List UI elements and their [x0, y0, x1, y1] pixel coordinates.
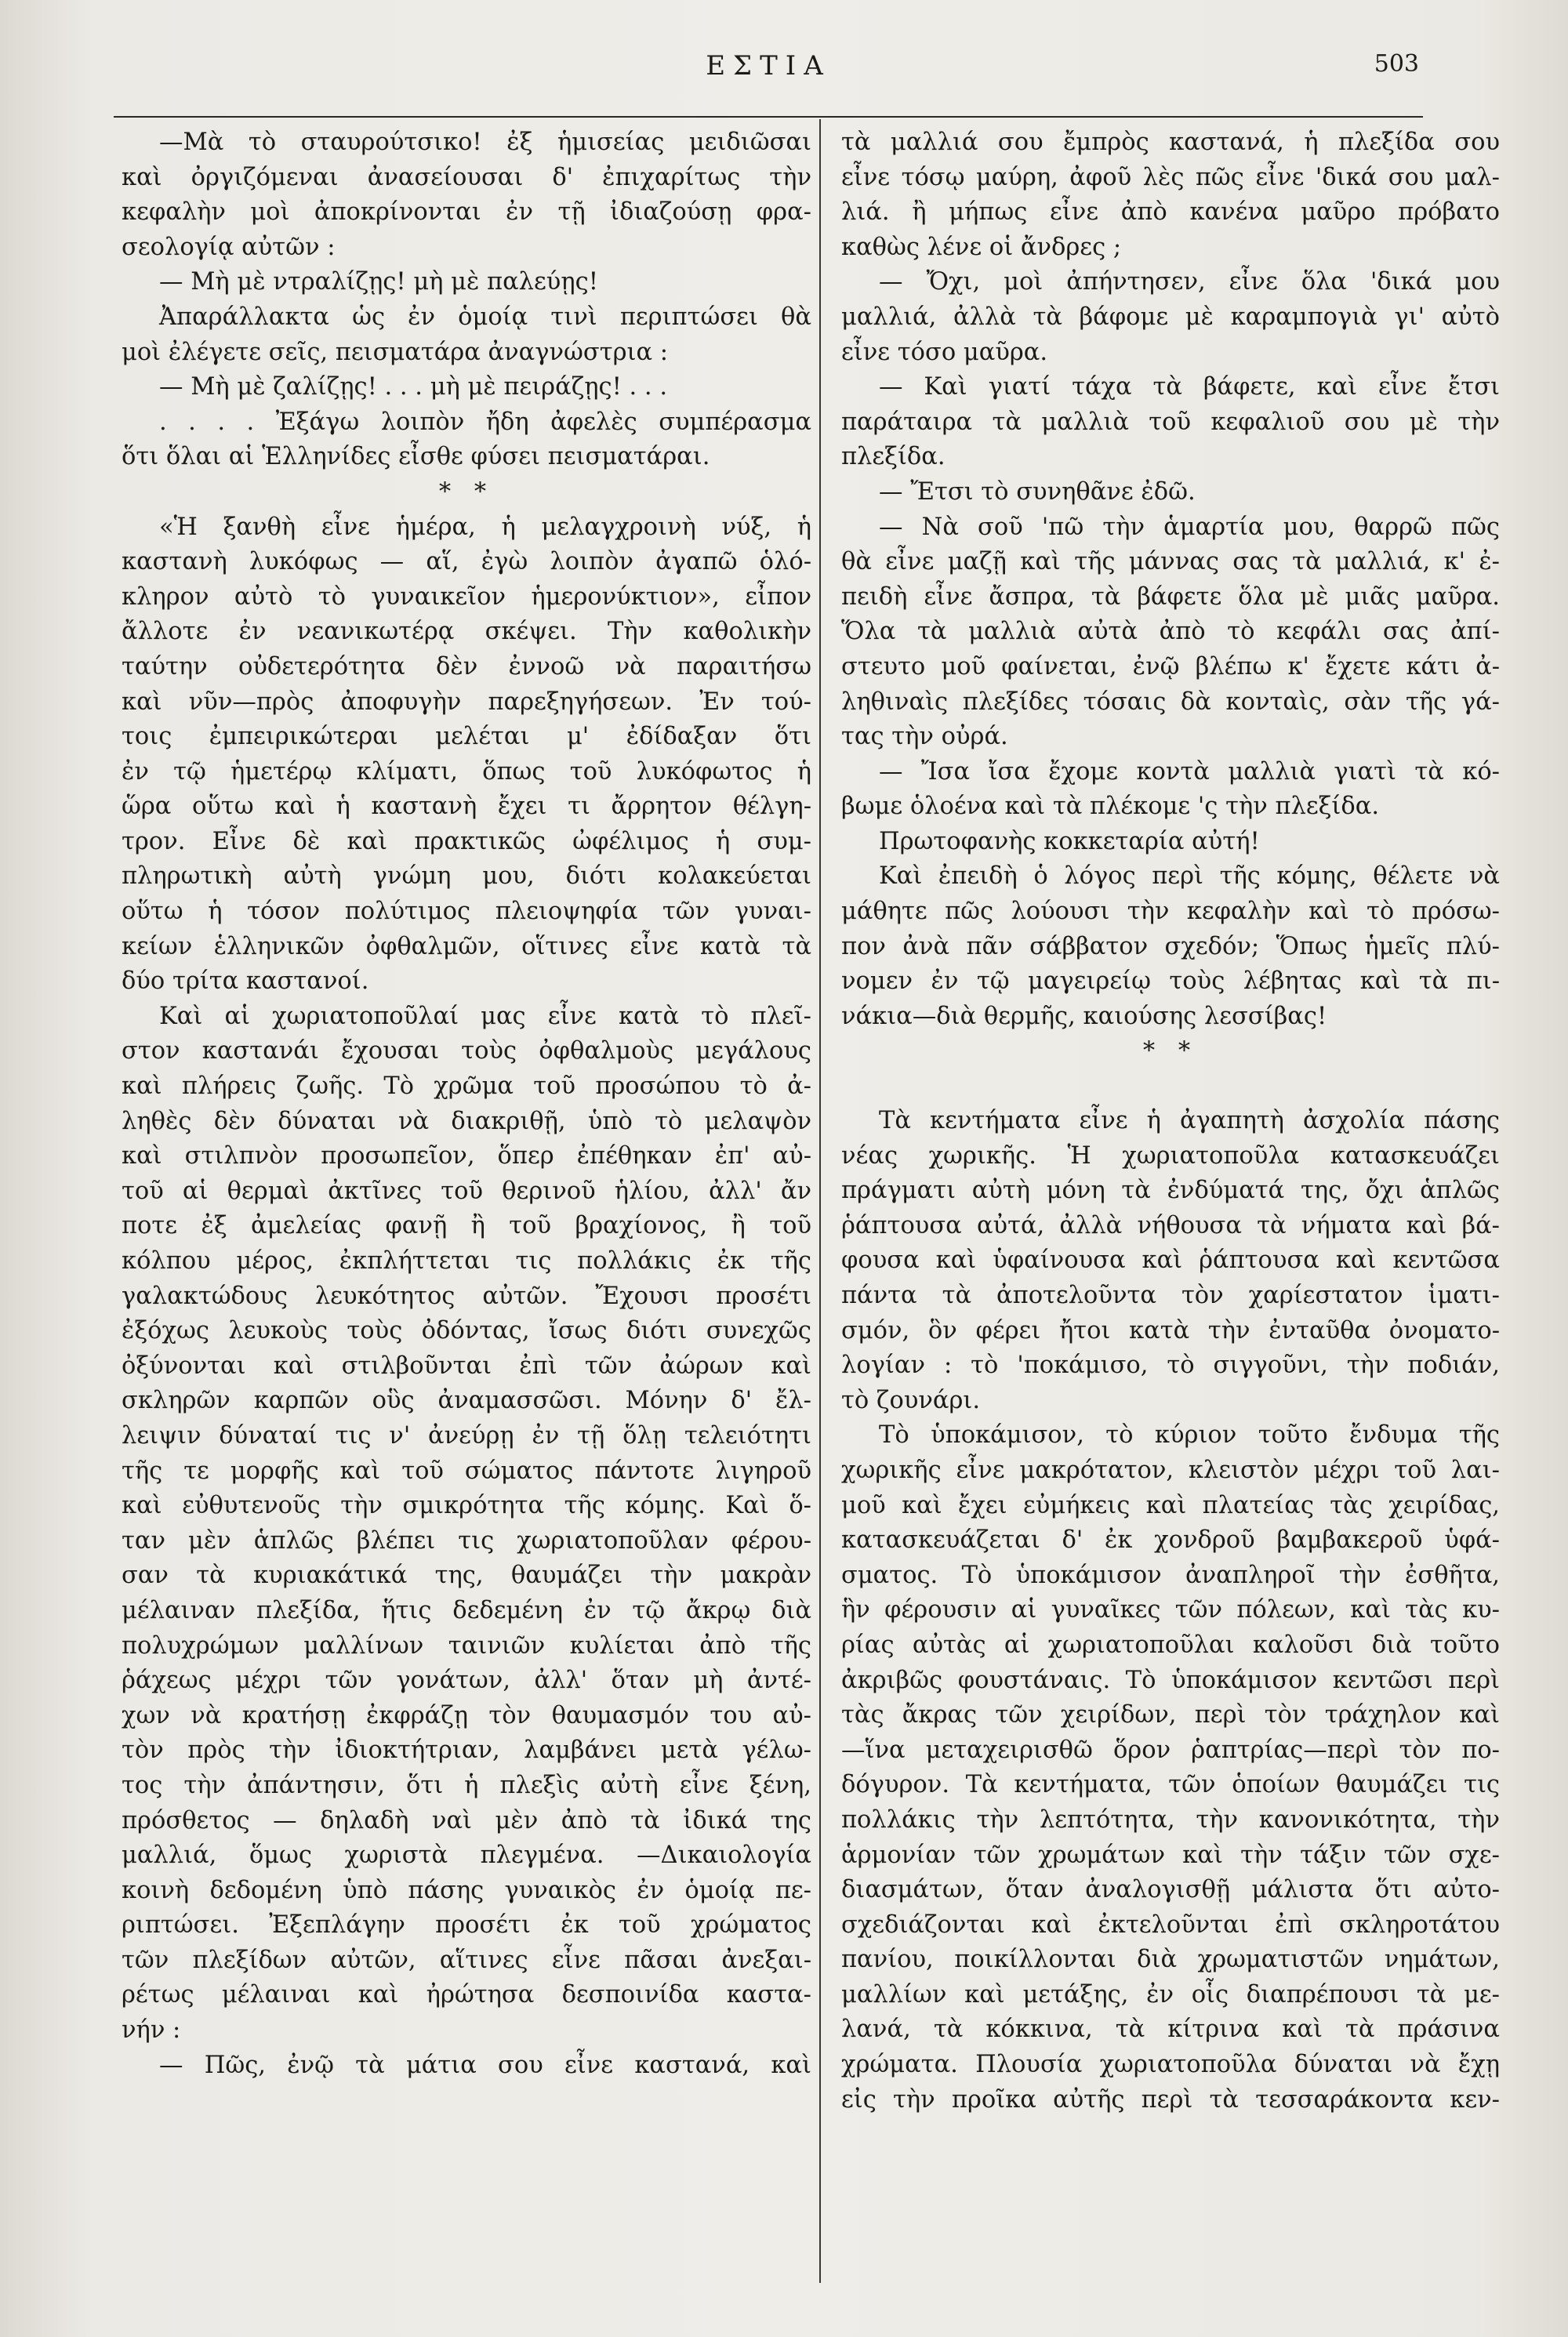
- text-line: ἁρμονίαν τῶν χρωμάτων καὶ τὴν τάξιν τῶν σχε-: [841, 1841, 1500, 1869]
- text-line: σεολογίᾳ αὐτῶν :: [122, 233, 336, 261]
- text-line: λειψιν δύναταί τις ν' ἀνεύρῃ ἐν τῇ ὅλῃ τελειότητι: [122, 1421, 811, 1450]
- text-line: πλεξίδα.: [841, 443, 946, 471]
- text-line: πολλάκις τὴν λεπτότητα, τὴν κανονικότητα, τὴν: [841, 1805, 1500, 1834]
- text-line: δόγυρον. Τὰ κεντήματα, τῶν ὁποίων θαυμάζει τις: [841, 1771, 1500, 1799]
- text-line: τὸ ζουνάρι.: [841, 1386, 981, 1414]
- column-divider: [819, 119, 821, 2283]
- text-line: καὶ πλήρεις ζωῆς. Τὸ χρῶμα τοῦ προσώπου τὸ ἀ-: [122, 1072, 811, 1101]
- text-line: τὸν πρὸς τὴν ἰδιοκτήτριαν, λαμβάνει μετὰ γέλω-: [122, 1736, 811, 1765]
- text-line: τρον. Εἶνε δὲ καὶ πρακτικῶς ὠφέλιμος ἡ συμ-: [122, 827, 811, 855]
- text-line: Ἀπαράλλακτα ὡς ἐν ὁμοίᾳ τινὶ περιπτώσει θὰ: [159, 303, 811, 331]
- text-line: ἐν τῷ ἡμετέρῳ κλίματι, ὅπως τοῦ λυκόφωτος ἡ: [122, 757, 811, 786]
- text-line: βωμε ὁλοένα καὶ τὰ πλέκομε 'ς τὴν πλεξίδα.: [841, 793, 1380, 821]
- text-line: τὰ μαλλιά σου ἔμπρὸς καστανά, ἡ πλεξίδα σου: [841, 129, 1500, 156]
- text-line: ἣν φέρουσιν αἱ γυναῖκες τῶν πόλεων, καὶ τὰς κυ-: [841, 1596, 1500, 1624]
- text-line: τος τὴν ἀπάντησιν, ὅτι ἡ πλεξὶς αὐτὴ εἶνε ξένη,: [122, 1771, 811, 1799]
- text-line: εἶνε τόσῳ μαύρη, ἀφοῦ λὲς πῶς εἶνε 'δικά σου μαλ-: [841, 163, 1500, 191]
- text-line: — Νὰ σοῦ 'πῶ τὴν ἁμαρτία μου, θαρρῶ πῶς: [879, 513, 1500, 541]
- text-line: τῶν πλεξίδων αὐτῶν, αἵτινες εἶνε πᾶσαι ἀνεξαι-: [122, 1946, 811, 1974]
- text-line: γαλακτώδους λευκότητος αὐτῶν. Ἔχουσι προσέτι: [122, 1282, 811, 1310]
- text-line: πανίου, ποικίλλονται διὰ χρωματιστῶν νημάτων,: [841, 1946, 1500, 1974]
- text-line: ποτε ἐξ ἀμελείας φανῇ ἢ τοῦ βραχίονος, ἢ τοῦ: [122, 1212, 811, 1240]
- text-line: μέλαιναν πλεξίδα, ἥτις δεδεμένη ἐν τῷ ἄκρῳ διὰ: [122, 1596, 811, 1624]
- text-line: καὶ νῦν—πρὸς ἀποφυγὴν παρεξηγήσεων. Ἐν τού-: [122, 688, 811, 716]
- text-line: — Ἴσα ἴσα ἔχομε κοντὰ μαλλιὰ γιατὶ τὰ κό-: [879, 757, 1500, 786]
- text-line: διασμάτων, ὅταν ἀναλογισθῇ μάλιστα ὅτι αὐτο-: [841, 1876, 1500, 1904]
- text-line: ρέτως μέλαιναι καὶ ἠρώτησα δεσποινίδα καστα-: [122, 1981, 811, 2009]
- text-line: καθὼς λένε οἱ ἄνδρες ;: [841, 233, 1122, 261]
- text-line: θὰ εἶνε μαζῇ καὶ τῆς μάννας σας τὰ μαλλιά, κ' ἐ-: [841, 548, 1500, 576]
- text-line: μαλλίων καὶ μετάξης, ἐν οἷς διαπρέπουσι τὰ με-: [841, 1980, 1500, 2009]
- text-line: τὰς ἄκρας τῶν χειρίδων, περὶ τὸν τράχηλον καὶ: [841, 1701, 1500, 1729]
- journal-title: ΕΣΤΙΑ: [706, 50, 831, 82]
- page-header: [118, 45, 1419, 89]
- page-number: 503: [1374, 50, 1419, 78]
- text-line: τῆς τε μορφῆς καὶ τοῦ σώματος πάντοτε λιγηροῦ: [122, 1457, 811, 1485]
- text-line: πληρωτικὴ αὐτὴ γνώμη μου, διότι κολακεύεται: [122, 862, 811, 891]
- text-line: χων νὰ κρατήσῃ ἐκφράζῃ τὸν θαυμασμόν του αὐ-: [122, 1701, 811, 1729]
- left-column: [122, 125, 811, 2083]
- text-line: Πρωτοφανὴς κοκκεταρία αὐτή!: [879, 827, 1260, 855]
- right-column: [841, 125, 1500, 2117]
- text-line: . . . . Ἐξάγω λοιπὸν ἤδη ἀφελὲς συμπέρασμα: [159, 408, 811, 436]
- text-line: πάντα τὰ ἀποτελοῦντα τὸν χαρίεστατον ἱματι-: [841, 1282, 1500, 1309]
- text-line: σχεδιάζονται καὶ ἐκτελοῦνται ἐπὶ σκληροτάτου: [841, 1911, 1500, 1939]
- text-line: πολυχρώμων μαλλίνων ταινιῶν κυλίεται ἀπὸ τῆς: [122, 1631, 811, 1660]
- text-line: κατασκευάζεται δ' ἐκ χονδροῦ βαμβακεροῦ ὑφά-: [841, 1526, 1500, 1555]
- text-line: Καὶ αἱ χωριατοποῦλαί μας εἶνε κατὰ τὸ πλεῖ-: [159, 1002, 811, 1030]
- text-line: ληθὲς δὲν δύναται νὰ διακριθῇ, ὑπὸ τὸ μελαψὸν: [122, 1107, 811, 1135]
- text-line: νάκια—διὰ θερμῆς, καιούσης λεσσίβας!: [841, 1002, 1327, 1030]
- text-line: σμόν, ὃν φέρει ἤτοι κατὰ τὴν ἐνταῦθα ὀνοματο-: [841, 1316, 1500, 1345]
- text-line: ριπτώσει. Ἐξεπλάγην προσέτι ἐκ τοῦ χρώματος: [122, 1911, 811, 1940]
- text-line: ὥρα οὕτω καὶ ἡ καστανὴ ἔχει τι ἄρρητον θέλγη-: [122, 793, 811, 821]
- text-line: σαν τὰ κυριακάτικά της, θαυμάζει τὴν μακρὰν: [122, 1562, 811, 1590]
- text-line: πον ἀνὰ πᾶν σάββατον σχεδόν; Ὅπως ἡμεῖς πλύ-: [841, 932, 1500, 960]
- text-line: ταν μὲν ἁπλῶς βλέπει τις χωριατοποῦλαν φέρου-: [122, 1526, 811, 1555]
- text-line: οὕτω ἡ τόσον πολύτιμος πλειοψηφία τῶν γυναι-: [122, 898, 811, 926]
- text-line: Τὸ ὑποκάμισον, τὸ κύριον τοῦτο ἔνδυμα τῆς: [879, 1421, 1500, 1450]
- header-rule: [114, 116, 1423, 118]
- text-line: χωρικῆς εἶνε μακρότατον, κλειστὸν μέχρι τοῦ λαι-: [841, 1456, 1500, 1484]
- text-line: μοῦ καὶ ἔχει εὐμήκεις καὶ πλατείας τὰς χειρίδας,: [841, 1491, 1500, 1519]
- text-line: καὶ στιλπνὸν προσωπεῖον, ὅπερ ἐπέθηκαν ἐπ' αὐ-: [122, 1142, 811, 1170]
- text-line: τοις ἐμπειρικώτεραι μελέται μ' ἐδίδαξαν ὅτι: [122, 723, 811, 751]
- text-line: μοὶ ἐλέγετε σεῖς, πεισματάρα ἀναγνώστρια :: [122, 338, 669, 366]
- text-line: μαλλιά, ὅμως χωριστὰ πλεγμένα. —Δικαιολογία: [122, 1842, 811, 1870]
- text-line: λογίαν : τὸ 'ποκάμισο, τὸ σιγγοῦνι, τὴν ποδιάν,: [841, 1352, 1500, 1380]
- text-line: λιά. ἢ μήπως εἶνε ἀπὸ κανένα μαῦρο πρόβατο: [841, 198, 1500, 227]
- column-gap: [841, 1069, 1500, 1104]
- text-line: — Πῶς, ἐνῷ τὰ μάτια σου εἶνε καστανά, καὶ: [159, 2051, 811, 2079]
- text-line: «Ἡ ξανθὴ εἶνε ἡμέρα, ἡ μελαγχροινὴ νύξ, ἡ: [159, 513, 811, 541]
- text-line: — Ὄχι, μοὶ ἀπήντησεν, εἶνε ὅλα 'δικά μου: [879, 268, 1500, 296]
- text-line: εἰς τὴν προῖκα αὐτῆς περὶ τὰ τεσσαράκοντα κεν-: [841, 2085, 1500, 2114]
- text-line: ληθιναὶς πλεξίδες τόσαις δὰ κονταὶς, σὰν τῆς γά-: [841, 688, 1500, 716]
- text-line: χρώματα. Πλουσία χωριατοποῦλα δύναται νὰ ἔχῃ: [841, 2051, 1500, 2079]
- text-line: ἀκριβῶς φουστάναις. Τὸ ὑποκάμισον κεντῶσι περὶ: [841, 1666, 1500, 1694]
- text-line: ἄλλοτε ἐν νεανικωτέρᾳ σκέψει. Τὴν καθολικὴν: [122, 618, 811, 646]
- text-line: ῥάπτουσα αὐτά, ἀλλὰ νήθουσα τὰ νήματα καὶ βά-: [841, 1211, 1500, 1239]
- text-line: νέας χωρικῆς. Ἡ χωριατοποῦλα κατασκευάζει: [841, 1141, 1500, 1170]
- text-line: μαλλιά, ἀλλὰ τὰ βάφομε μὲ καραμπογιὰ γι' αὐτὸ: [841, 303, 1500, 331]
- text-line: ὅτι ὅλαι αἱ Ἑλληνίδες εἶσθε φύσει πεισματάραι.: [122, 443, 710, 471]
- text-line: ἐξόχως λευκοὺς τοὺς ὀδόντας, ἴσως διότι συνεχῶς: [122, 1317, 811, 1345]
- text-line: στευτο μοῦ φαίνεται, ἐνῷ βλέπω κ' ἔχετε κάτι ἀ-: [841, 652, 1500, 680]
- text-line: εἶνε τόσο μαῦρα.: [841, 338, 1048, 366]
- text-line: ρίας αὐτὰς αἱ χωριατοποῦλαι καλοῦσι διὰ τοῦτο: [841, 1631, 1500, 1659]
- text-line: δύο τρίτα καστανοί.: [122, 967, 369, 996]
- text-line: Καὶ ἐπειδὴ ὁ λόγος περὶ τῆς κόμης, θέλετε νὰ: [879, 862, 1500, 891]
- text-line: στον καστανάι ἔχουσαι τοὺς ὀφθαλμοὺς μεγάλους: [122, 1037, 811, 1065]
- text-line: ταύτην οὐδετερότητα δὲν ἐννοῶ νὰ παραιτήσω: [122, 652, 811, 680]
- text-line: κοινὴ δεδομένη ὑπὸ πάσης γυναικὸς ἐν ὁμοίᾳ πε-: [122, 1876, 811, 1904]
- text-line: νήν :: [122, 2016, 181, 2045]
- text-line: σκληρῶν καρπῶν οὓς ἀναμασσῶσι. Μόνην δ' ἔλ-: [122, 1387, 811, 1415]
- text-line: καὶ ὀργιζόμεναι ἀνασείουσαι δ' ἐπιχαρίτως τὴν: [122, 163, 811, 191]
- text-line: πρόσθετος — δηλαδὴ ναὶ μὲν ἀπὸ τὰ ἰδικά της: [122, 1806, 811, 1834]
- text-line: —Μὰ τὸ σταυρούτσικο! ἐξ ἡμισείας μειδιῶσαι: [159, 129, 811, 156]
- text-line: κείων ἑλληνικῶν ὀφθαλμῶν, οἵτινες εἶνε κατὰ τὰ: [122, 932, 811, 960]
- text-line: φουσα καὶ ὑφαίνουσα καὶ ῥάπτουσα καὶ κεντῶσα: [841, 1247, 1500, 1275]
- text-line: —ἵνα μεταχειρισθῶ ὅρον ῥαπτρίας—περὶ τὸν πο-: [841, 1736, 1500, 1764]
- text-line: πειδὴ εἶνε ἄσπρα, τὰ βάφετε ὅλα μὲ μιᾶς μαῦρα.: [841, 582, 1500, 611]
- text-line: σματος. Τὸ ὑποκάμισον ἀναπληροῖ τὴν ἐσθῆτα,: [841, 1561, 1500, 1589]
- text-line: νομεν ἐν τῷ μαγειρείῳ τοὺς λέβητας καὶ τὰ πι-: [841, 967, 1500, 996]
- text-line: πράγματι αὐτὴ μόνη τὰ ἐνδύματά της, ὄχι ἁπλῶς: [841, 1177, 1500, 1205]
- text-line: τοῦ αἱ θερμαὶ ἀκτῖνες τοῦ θερινοῦ ἡλίου, ἀλλ' ἄν: [122, 1177, 811, 1205]
- text-line: — Μὴ μὲ ντραλίζῃς! μὴ μὲ παλεύῃς!: [159, 268, 598, 296]
- text-line: — Καὶ γιατί τάχα τὰ βάφετε, καὶ εἶνε ἔτσι: [879, 373, 1500, 401]
- text-line: κληρον αὐτὸ τὸ γυναικεῖον ἡμερονύκτιον», εἶπον: [122, 582, 811, 611]
- text-line: τας τὴν οὐρά.: [841, 723, 1008, 751]
- text-line: — Ἔτσι τὸ συνηθᾶνε ἐδῶ.: [879, 477, 1196, 506]
- section-separator: * *: [438, 477, 495, 506]
- text-line: ῥάχεως μέχρι τῶν γονάτων, ἀλλ' ὅταν μὴ ἀντέ-: [122, 1667, 811, 1695]
- text-line: Τὰ κεντήματα εἶνε ἡ ἀγαπητὴ ἀσχολία πάσης: [879, 1107, 1500, 1135]
- text-line: παράταιρα τὰ μαλλιὰ τοῦ κεφαλιοῦ σου μὲ τὴν: [841, 408, 1500, 436]
- text-line: καστανὴ λυκόφως — αἵ, ἐγὼ λοιπὸν ἀγαπῶ ὁλό-: [122, 548, 811, 576]
- section-separator: * *: [1142, 1037, 1199, 1065]
- text-line: καὶ εὐθυτενοῦς τὴν σμικρότητα τῆς κόμης. Καὶ ὅ-: [122, 1492, 811, 1520]
- text-line: Ὅλα τὰ μαλλιὰ αὐτὰ ἀπὸ τὸ κεφάλι σας ἀπί-: [841, 618, 1500, 646]
- text-line: — Μὴ μὲ ζαλίζῃς! . . . μὴ μὲ πειράζῃς! . . .: [159, 373, 668, 401]
- text-line: κεφαλὴν μοὶ ἀποκρίνονται ἐν τῇ ἰδιαζούσῃ φρα-: [122, 198, 811, 227]
- text-line: λανά, τὰ κόκκινα, τὰ κίτρινα καὶ τὰ πράσινα: [841, 2016, 1500, 2044]
- text-line: ὀξύνονται καὶ στιλβοῦνται ἐπὶ τῶν ἀώρων καὶ: [122, 1352, 811, 1380]
- text-line: κόλπου μέρος, ἐκπλήττεται τις πολλάκις ἐκ τῆς: [122, 1247, 811, 1275]
- text-line: μάθητε πῶς λούουσι τὴν κεφαλὴν καὶ τὸ πρόσω-: [841, 898, 1500, 926]
